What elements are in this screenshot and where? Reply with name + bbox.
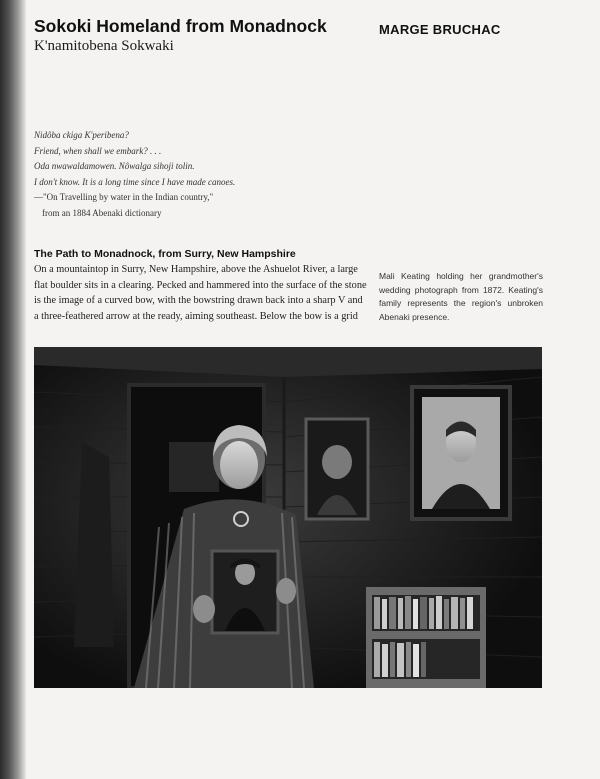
epigraph [34,128,334,221]
article-title: Sokoki Homeland from Monadnock [34,16,327,36]
body-line: a three-feathered arrow at the ready, aiming southeast. Below the bow is a grid [34,310,358,322]
body-line: is the image of a curved bow, with the bowstring drawn back into a sharp V and [34,295,363,306]
body-line: On a mountaintop in Surry, New Hampshire, above the Ashuelot River, a large [34,264,358,275]
body-line: flat boulder sits in a clearing. Pecked and hammered into the surface of the stone [34,279,367,291]
article-subtitle: K'namitobena Sokwaki [34,38,174,54]
body-paragraph [34,262,367,324]
epigraph-line: Friend, when shall we embark? . . . [34,145,162,156]
page-gutter-shadow [0,0,26,779]
photo-caption: Mali Keating holding her grandmother's wedding photograph from 1872. Keating's family represents the region's unbroken Abenaki presence. [379,271,543,322]
epigraph-line: Oda nwawaldamowen. Nôwalga sihoji tolin. [34,161,195,171]
photo-illustration [34,347,542,688]
epigraph-source: from an 1884 Abenaki dictionary [42,207,162,218]
epigraph-line: I don't know. It is a long time since I have made canoes. [34,176,236,187]
author-name: MARGE BRUCHAC [379,22,501,37]
epigraph-line: —"On Travelling by water in the Indian country," [34,192,214,202]
epigraph-line: Nidôba ckiga K'peribena? [34,130,129,140]
portrait-photograph [34,347,542,688]
section-heading: The Path to Monadnock, from Surry, New Hampshire [34,248,296,260]
